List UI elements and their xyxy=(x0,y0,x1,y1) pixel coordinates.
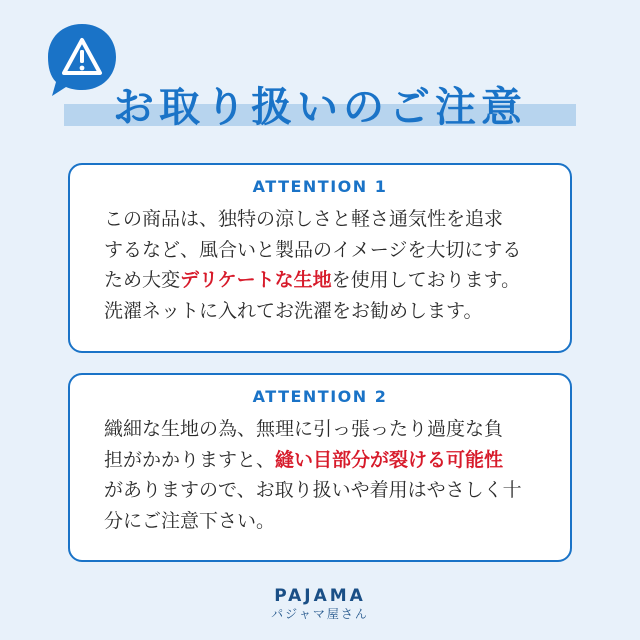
attention-body xyxy=(104,204,552,326)
body-line: 洗濯ネットに入れてお洗濯をお勧めします。 xyxy=(104,299,483,322)
body-line xyxy=(104,265,552,296)
attention-card-2 xyxy=(68,373,572,562)
attention-heading: ATTENTION 1 xyxy=(252,177,388,196)
body-text: 担がかかりますと、 xyxy=(104,448,276,471)
body-line: この商品は、独特の涼しさと軽さ通気性を追求 xyxy=(104,208,504,230)
header xyxy=(0,0,640,150)
attention-body xyxy=(104,414,552,536)
attention-card-1 xyxy=(68,163,572,353)
brand-name: PAJAMA xyxy=(274,586,366,606)
highlight-text: デリケートな生地 xyxy=(180,269,332,291)
body-line: がありますので、お取り扱いや着用はやさしく十 xyxy=(104,479,522,501)
page-title: お取り扱いのご注意 xyxy=(113,83,527,131)
body-line: 織細な生地の為、無理に引っ張ったり過度な負 xyxy=(104,418,504,440)
body-text: ため大変 xyxy=(104,269,181,291)
body-line xyxy=(104,445,552,476)
body-text: を使用しております。 xyxy=(331,269,521,291)
highlight-text: 縫い目部分が裂ける可能性 xyxy=(275,448,504,471)
brand-subtitle: パジャマ屋さん xyxy=(271,607,369,621)
body-line: するなど、風合いと製品のイメージを大切にする xyxy=(104,238,522,261)
body-line: 分にご注意下さい。 xyxy=(104,509,276,532)
attention-heading: ATTENTION 2 xyxy=(252,387,388,406)
brand-logo xyxy=(0,586,640,622)
